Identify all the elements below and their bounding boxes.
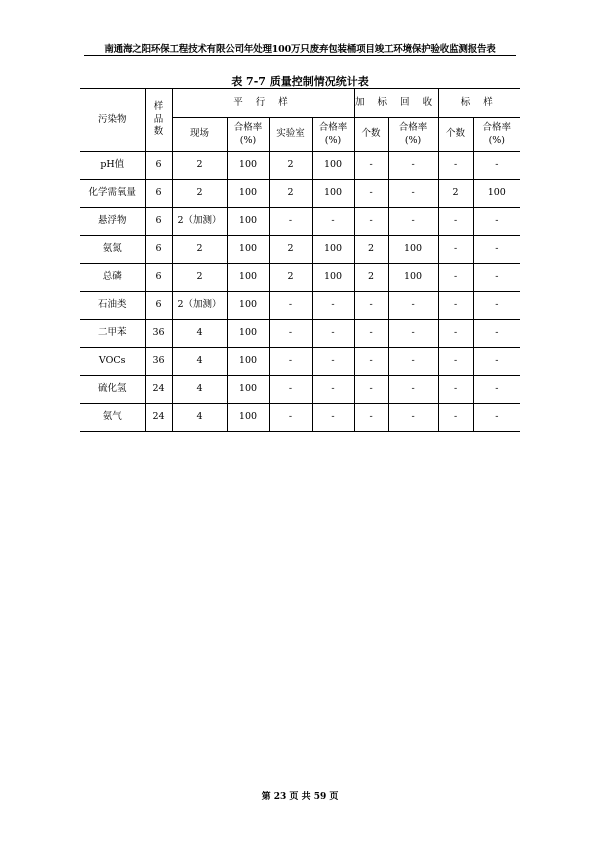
cell-spike-rate: -: [388, 376, 438, 404]
cell-parallel-lab: -: [269, 320, 312, 348]
cell-spike-count: -: [354, 292, 388, 320]
cell-sample-count: 6: [145, 180, 172, 208]
cell-spike-rate: -: [388, 320, 438, 348]
header-pollutant: 污染物: [80, 89, 145, 152]
cell-parallel-field: 2（加测）: [172, 292, 227, 320]
cell-parallel-lab: -: [269, 208, 312, 236]
cell-pollutant: 二甲苯: [80, 320, 145, 348]
cell-parallel-lab: -: [269, 348, 312, 376]
cell-standard-count: -: [438, 292, 473, 320]
cell-parallel-field: 2（加测）: [172, 208, 227, 236]
table-row: [80, 376, 520, 404]
header-parallel: 平 行 样: [172, 89, 354, 118]
table-row: [80, 292, 520, 320]
cell-sample-count: 6: [145, 208, 172, 236]
table-body: [80, 152, 520, 432]
cell-parallel-lab-rate: -: [312, 348, 354, 376]
header-pass-rate: 合格率(%): [312, 118, 354, 152]
header-pass-rate: 合格率(%): [388, 118, 438, 152]
cell-parallel-field: 2: [172, 264, 227, 292]
cell-spike-rate: -: [388, 152, 438, 180]
cell-pollutant: pH值: [80, 152, 145, 180]
cell-parallel-lab: 2: [269, 152, 312, 180]
cell-standard-rate: 100: [473, 180, 520, 208]
cell-parallel-field-rate: 100: [227, 292, 269, 320]
cell-parallel-field-rate: 100: [227, 180, 269, 208]
cell-parallel-field-rate: 100: [227, 208, 269, 236]
cell-parallel-lab-rate: 100: [312, 264, 354, 292]
cell-spike-rate: 100: [388, 264, 438, 292]
cell-standard-count: -: [438, 320, 473, 348]
quality-control-table: [80, 88, 520, 432]
cell-standard-count: -: [438, 348, 473, 376]
cell-parallel-lab: -: [269, 292, 312, 320]
cell-parallel-field: 2: [172, 236, 227, 264]
cell-parallel-lab-rate: -: [312, 404, 354, 432]
cell-spike-rate: -: [388, 404, 438, 432]
cell-spike-count: -: [354, 376, 388, 404]
cell-standard-rate: -: [473, 152, 520, 180]
cell-spike-count: -: [354, 404, 388, 432]
cell-parallel-lab-rate: 100: [312, 236, 354, 264]
cell-sample-count: 6: [145, 152, 172, 180]
cell-spike-count: -: [354, 320, 388, 348]
cell-standard-count: -: [438, 404, 473, 432]
cell-standard-rate: -: [473, 376, 520, 404]
table-row: [80, 348, 520, 376]
cell-sample-count: 24: [145, 376, 172, 404]
header-sample-count: 样品数: [145, 89, 172, 152]
header-field: 现场: [172, 118, 227, 152]
cell-pollutant: 化学需氧量: [80, 180, 145, 208]
cell-standard-count: -: [438, 152, 473, 180]
cell-sample-count: 36: [145, 320, 172, 348]
cell-parallel-field-rate: 100: [227, 320, 269, 348]
header-pass-rate: 合格率(%): [473, 118, 520, 152]
cell-standard-count: -: [438, 376, 473, 404]
cell-pollutant: 总磷: [80, 264, 145, 292]
cell-pollutant: 硫化氢: [80, 376, 145, 404]
cell-pollutant: 氨气: [80, 404, 145, 432]
header-standard: 标 样: [438, 89, 520, 118]
cell-spike-count: -: [354, 152, 388, 180]
cell-spike-count: -: [354, 208, 388, 236]
cell-parallel-lab: 2: [269, 236, 312, 264]
header-rule: [84, 55, 516, 56]
header-lab: 实验室: [269, 118, 312, 152]
cell-sample-count: 36: [145, 348, 172, 376]
cell-spike-count: 2: [354, 264, 388, 292]
cell-standard-rate: -: [473, 404, 520, 432]
cell-standard-rate: -: [473, 292, 520, 320]
header-spike: 加 标 回 收: [354, 89, 438, 118]
cell-parallel-lab: -: [269, 404, 312, 432]
cell-parallel-field: 4: [172, 348, 227, 376]
cell-standard-count: -: [438, 236, 473, 264]
cell-spike-rate: -: [388, 348, 438, 376]
cell-parallel-field: 4: [172, 376, 227, 404]
table-caption: 表 7-7 质量控制情况统计表: [231, 75, 369, 88]
cell-spike-count: -: [354, 348, 388, 376]
cell-standard-rate: -: [473, 264, 520, 292]
header-count: 个数: [438, 118, 473, 152]
table-row: [80, 264, 520, 292]
cell-parallel-field-rate: 100: [227, 264, 269, 292]
table-row: [80, 236, 520, 264]
cell-spike-count: -: [354, 180, 388, 208]
cell-parallel-field-rate: 100: [227, 348, 269, 376]
cell-parallel-field: 4: [172, 404, 227, 432]
cell-parallel-lab-rate: -: [312, 208, 354, 236]
report-header: 南通海之阳环保工程技术有限公司年处理100万只废弃包装桶项目竣工环境保护验收监测报告表: [104, 44, 496, 55]
cell-sample-count: 6: [145, 264, 172, 292]
cell-parallel-field-rate: 100: [227, 236, 269, 264]
cell-standard-count: 2: [438, 180, 473, 208]
cell-spike-rate: -: [388, 208, 438, 236]
cell-pollutant: 悬浮物: [80, 208, 145, 236]
cell-standard-rate: -: [473, 208, 520, 236]
cell-standard-rate: -: [473, 236, 520, 264]
cell-spike-rate: -: [388, 292, 438, 320]
header-count: 个数: [354, 118, 388, 152]
header-pass-rate: 合格率(%): [227, 118, 269, 152]
cell-parallel-lab-rate: -: [312, 292, 354, 320]
cell-parallel-field-rate: 100: [227, 376, 269, 404]
table-row: [80, 180, 520, 208]
cell-parallel-lab: -: [269, 376, 312, 404]
page-number: 第 23 页 共 59 页: [261, 792, 339, 802]
table-row: [80, 208, 520, 236]
cell-sample-count: 6: [145, 236, 172, 264]
cell-parallel-field: 2: [172, 180, 227, 208]
cell-parallel-lab-rate: -: [312, 320, 354, 348]
cell-parallel-lab-rate: -: [312, 376, 354, 404]
cell-sample-count: 24: [145, 404, 172, 432]
cell-parallel-lab-rate: 100: [312, 180, 354, 208]
cell-parallel-field: 4: [172, 320, 227, 348]
cell-standard-count: -: [438, 264, 473, 292]
cell-spike-rate: 100: [388, 236, 438, 264]
cell-parallel-lab: 2: [269, 264, 312, 292]
cell-spike-count: 2: [354, 236, 388, 264]
cell-pollutant: VOCs: [80, 348, 145, 376]
cell-standard-rate: -: [473, 320, 520, 348]
cell-parallel-field-rate: 100: [227, 152, 269, 180]
table-row: [80, 152, 520, 180]
cell-standard-rate: -: [473, 348, 520, 376]
cell-pollutant: 石油类: [80, 292, 145, 320]
cell-parallel-lab-rate: 100: [312, 152, 354, 180]
cell-parallel-field: 2: [172, 152, 227, 180]
cell-sample-count: 6: [145, 292, 172, 320]
cell-pollutant: 氨氮: [80, 236, 145, 264]
cell-standard-count: -: [438, 208, 473, 236]
table-row: [80, 404, 520, 432]
table-row: [80, 320, 520, 348]
cell-parallel-field-rate: 100: [227, 404, 269, 432]
cell-spike-rate: -: [388, 180, 438, 208]
cell-parallel-lab: 2: [269, 180, 312, 208]
